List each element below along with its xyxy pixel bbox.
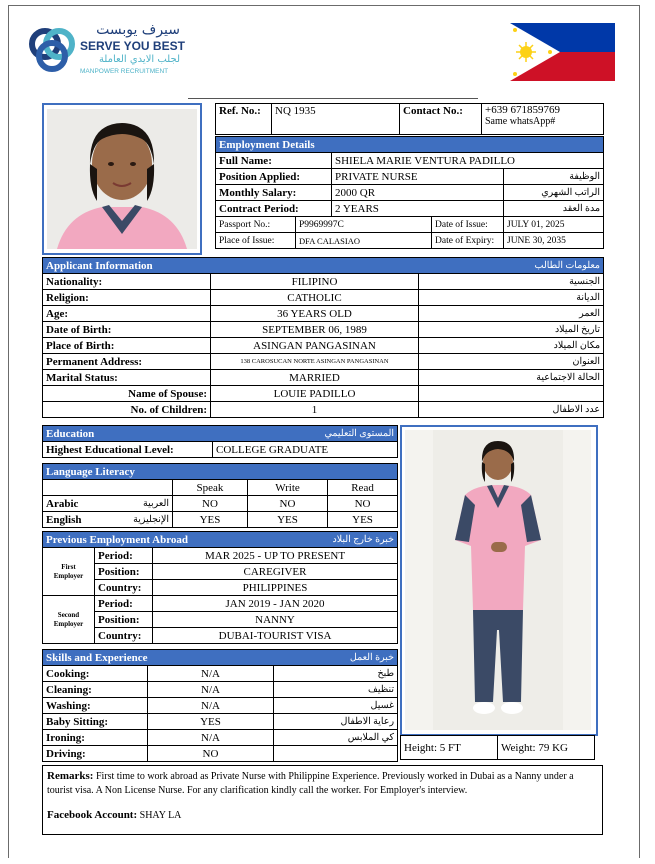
contact-note: Same whatsApp# — [485, 116, 556, 127]
applicant-info-title-ar: معلومات الطالب — [534, 260, 601, 271]
table-row — [43, 666, 398, 682]
babysitting-value: YES — [148, 714, 274, 730]
english-write: YES — [248, 512, 328, 528]
contact-cell — [482, 104, 604, 135]
education-table — [42, 425, 398, 458]
height-weight-table — [400, 735, 595, 760]
skills-header — [43, 650, 398, 666]
contract-label: Contract Period: — [216, 201, 332, 217]
remarks-label: Remarks: — [47, 770, 94, 782]
address-ar: العنوان — [419, 354, 604, 370]
education-header — [43, 426, 398, 442]
position-ar: الوظيفة — [504, 169, 604, 185]
issue-date-value: JULY 01, 2025 — [504, 217, 604, 233]
children-ar: عدد الاطفال — [419, 402, 604, 418]
language-blank-cell — [43, 480, 173, 496]
remarks-content: First time to work abroad as Private Nurse with Philippine Experience. Previously worked in Dubai as a Nanny under a tourist visa. A Non License Nurse. For any clarification kindly call the worker. For Employer's interview. — [47, 771, 574, 796]
nationality-label: Nationality: — [43, 274, 211, 290]
salary-value: 2000 QR — [332, 185, 504, 201]
address-value: 138 CAROSUCAN NORTE ASINGAN PANGASINAN — [211, 354, 419, 370]
table-row — [43, 402, 604, 418]
age-ar: العمر — [419, 306, 604, 322]
second-position-label: Position: — [95, 612, 153, 628]
lang-arabic-ar: العربية — [143, 498, 169, 509]
lang-arabic — [43, 496, 173, 512]
pob-ar: مكان الميلاد — [419, 338, 604, 354]
ironing-value: N/A — [148, 730, 274, 746]
table-row — [43, 746, 398, 762]
second-employer-title: Second Employer — [43, 596, 95, 644]
second-position-value: NANNY — [153, 612, 398, 628]
nationality-ar: الجنسية — [419, 274, 604, 290]
second-period-label: Period: — [95, 596, 153, 612]
pob-label: Place of Birth: — [43, 338, 211, 354]
agency-name-ar: سيرف يوبست — [96, 22, 180, 38]
religion-value: CATHOLIC — [211, 290, 419, 306]
education-value: COLLEGE GRADUATE — [213, 442, 398, 458]
previous-title-ar: خبرة خارج البلاد — [332, 534, 395, 545]
employment-details-header: Employment Details — [216, 137, 604, 153]
table-row — [43, 730, 398, 746]
lang-arabic-label: Arabic — [46, 497, 79, 510]
education-title-ar: المستوى التعليمي — [324, 428, 395, 439]
remarks-box — [42, 765, 603, 835]
spouse-value: LOUIE PADILLO — [211, 386, 419, 402]
agency-logo — [28, 22, 188, 82]
first-position-value: CAREGIVER — [153, 564, 398, 580]
babysitting-label: Baby Sitting: — [43, 714, 148, 730]
place-issue-value: DFA CALASIAO — [296, 233, 432, 249]
previous-title: Previous Employment Abroad — [46, 533, 188, 546]
issue-date-label: Date of Issue: — [432, 217, 504, 233]
previous-employment-table — [42, 531, 398, 644]
washing-ar: غسيل — [274, 698, 398, 714]
passport-value: P9969997C — [296, 217, 432, 233]
position-value: PRIVATE NURSE — [332, 169, 504, 185]
applicant-information-table — [42, 257, 604, 418]
portrait-photo — [42, 103, 202, 255]
lang-english-ar: الإنجليزية — [133, 514, 169, 525]
driving-label: Driving: — [43, 746, 148, 762]
table-row — [43, 682, 398, 698]
washing-value: N/A — [148, 698, 274, 714]
facebook-label: Facebook Account: — [47, 809, 138, 821]
skills-title-ar: خبرة العمل — [349, 652, 395, 663]
table-row — [43, 628, 398, 644]
cooking-value: N/A — [148, 666, 274, 682]
age-label: Age: — [43, 306, 211, 322]
salary-label: Monthly Salary: — [216, 185, 332, 201]
lang-english-label: English — [46, 513, 82, 526]
table-row — [43, 354, 604, 370]
ref-value: NQ 1935 — [272, 104, 400, 135]
table-row — [43, 386, 604, 402]
table-row — [43, 338, 604, 354]
english-read: YES — [328, 512, 398, 528]
skills-table — [42, 649, 398, 762]
full-body-photo — [400, 425, 598, 736]
contract-ar: مدة العقد — [504, 201, 604, 217]
table-row — [43, 370, 604, 386]
first-employer-title: First Employer — [43, 548, 95, 596]
contact-value: +639 671859769 — [485, 104, 560, 116]
passport-label: Passport No.: — [216, 217, 296, 233]
children-label: No. of Children: — [43, 402, 211, 418]
ref-label: Ref. No.: — [216, 104, 272, 135]
height-label: Height: — [404, 741, 437, 754]
employment-details-table — [215, 136, 604, 249]
table-row — [43, 714, 398, 730]
serve-you-best-logo-icon — [28, 24, 76, 76]
remarks-text — [47, 769, 598, 798]
children-value: 1 — [211, 402, 419, 418]
place-issue-label: Place of Issue: — [216, 233, 296, 249]
spouse-label: Name of Spouse: — [43, 386, 211, 402]
weight-cell — [498, 736, 595, 760]
table-row — [43, 548, 398, 564]
driving-ar — [274, 746, 398, 762]
marital-label: Marital Status: — [43, 370, 211, 386]
age-value: 36 YEARS OLD — [211, 306, 419, 322]
babysitting-ar: رعاية الاطفال — [274, 714, 398, 730]
table-row — [43, 512, 398, 528]
col-read: Read — [328, 480, 398, 496]
second-country-value: DUBAI-TOURIST VISA — [153, 628, 398, 644]
education-title: Education — [46, 427, 95, 440]
contact-label: Contact No.: — [400, 104, 482, 135]
arabic-speak: NO — [173, 496, 248, 512]
marital-value: MARRIED — [211, 370, 419, 386]
position-label: Position Applied: — [216, 169, 332, 185]
applicant-info-header — [43, 258, 604, 274]
cleaning-value: N/A — [148, 682, 274, 698]
weight-value: 79 KG — [538, 741, 568, 754]
dob-value: SEPTEMBER 06, 1989 — [211, 322, 419, 338]
marital-ar: الحالة الاجتماعية — [419, 370, 604, 386]
header-divider — [188, 98, 478, 99]
language-header: Language Literacy — [43, 464, 398, 480]
arabic-read: NO — [328, 496, 398, 512]
cleaning-ar: تنظيف — [274, 682, 398, 698]
dob-label: Date of Birth: — [43, 322, 211, 338]
cooking-ar: طبخ — [274, 666, 398, 682]
first-country-value: PHILIPPINES — [153, 580, 398, 596]
language-literacy-table — [42, 463, 398, 528]
dob-ar: تاريخ الميلاد — [419, 322, 604, 338]
table-row — [43, 496, 398, 512]
nationality-value: FILIPINO — [211, 274, 419, 290]
ironing-label: Ironing: — [43, 730, 148, 746]
first-country-label: Country: — [95, 580, 153, 596]
table-row — [43, 290, 604, 306]
facebook-line — [47, 808, 598, 823]
first-period-value: MAR 2025 - UP TO PRESENT — [153, 548, 398, 564]
cleaning-label: Cleaning: — [43, 682, 148, 698]
height-cell — [401, 736, 498, 760]
religion-ar: الديانة — [419, 290, 604, 306]
second-period-value: JAN 2019 - JAN 2020 — [153, 596, 398, 612]
applicant-info-title: Applicant Information — [46, 259, 153, 272]
full-name-label: Full Name: — [216, 153, 332, 169]
expiry-value: JUNE 30, 2035 — [504, 233, 604, 249]
expiry-label: Date of Expiry: — [432, 233, 504, 249]
height-value: 5 FT — [439, 741, 461, 754]
arabic-write: NO — [248, 496, 328, 512]
first-period-label: Period: — [95, 548, 153, 564]
first-position-label: Position: — [95, 564, 153, 580]
education-label: Highest Educational Level: — [43, 442, 213, 458]
table-row — [43, 564, 398, 580]
agency-name-en: SERVE YOU BEST — [80, 39, 185, 53]
driving-value: NO — [148, 746, 274, 762]
table-row — [43, 306, 604, 322]
previous-header — [43, 532, 398, 548]
agency-sub-en: MANPOWER RECRUITMENT — [80, 68, 169, 75]
table-row — [43, 612, 398, 628]
table-row — [43, 698, 398, 714]
washing-label: Washing: — [43, 698, 148, 714]
table-row — [43, 580, 398, 596]
reference-table — [215, 103, 604, 135]
weight-label: Weight: — [501, 741, 536, 754]
religion-label: Religion: — [43, 290, 211, 306]
full-name-value: SHIELA MARIE VENTURA PADILLO — [332, 153, 604, 169]
agency-sub-ar: لجلب الايدي العاملة — [98, 54, 180, 65]
second-country-label: Country: — [95, 628, 153, 644]
col-write: Write — [248, 480, 328, 496]
facebook-value: SHAY LA — [139, 810, 182, 821]
philippines-flag-icon — [510, 23, 615, 81]
address-label: Permanent Address: — [43, 354, 211, 370]
table-row — [43, 596, 398, 612]
lang-english — [43, 512, 173, 528]
col-speak: Speak — [173, 480, 248, 496]
ironing-ar: كي الملابس — [274, 730, 398, 746]
contract-value: 2 YEARS — [332, 201, 504, 217]
spouse-ar — [419, 386, 604, 402]
table-row — [43, 322, 604, 338]
skills-title: Skills and Experience — [46, 651, 148, 664]
pob-value: ASINGAN PANGASINAN — [211, 338, 419, 354]
cooking-label: Cooking: — [43, 666, 148, 682]
salary-ar: الراتب الشهري — [504, 185, 604, 201]
english-speak: YES — [173, 512, 248, 528]
table-row — [43, 274, 604, 290]
